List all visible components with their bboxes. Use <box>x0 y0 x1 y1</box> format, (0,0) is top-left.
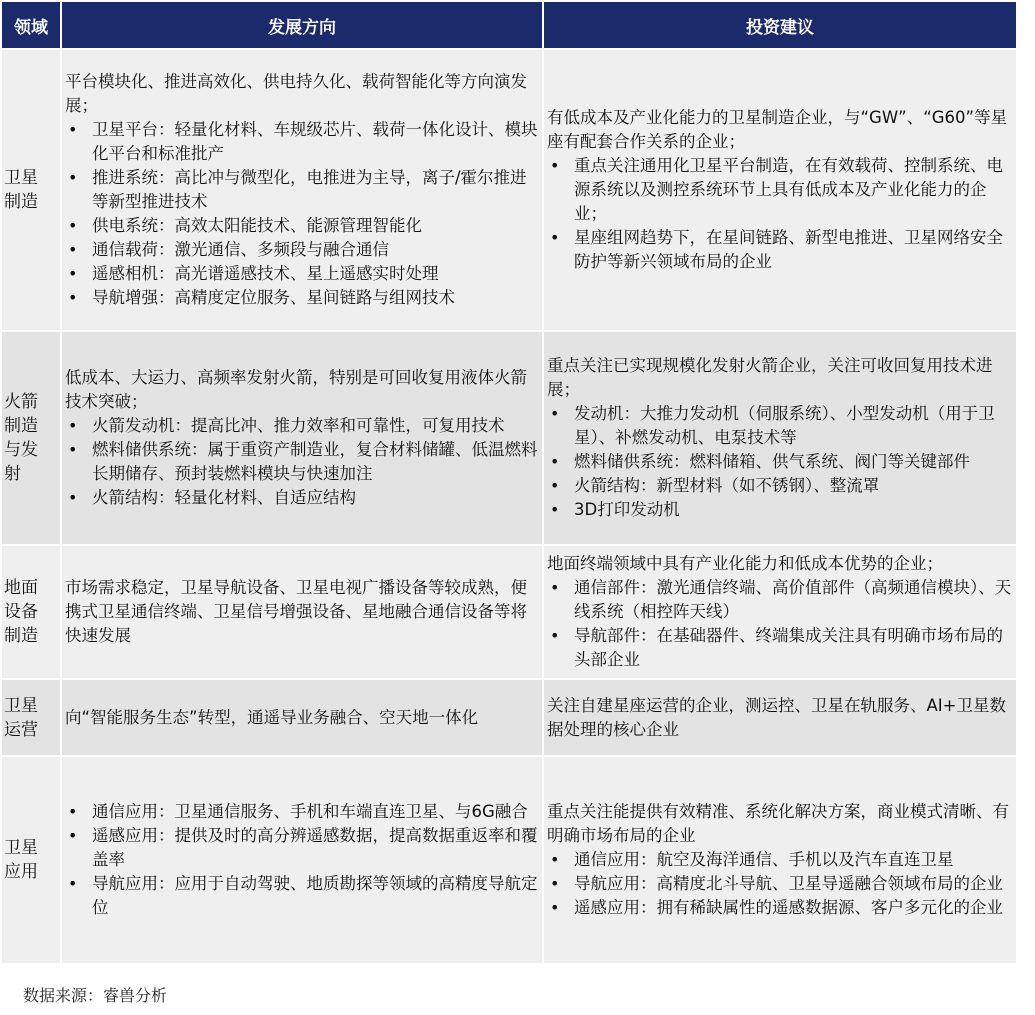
direction-cell <box>62 757 542 963</box>
header-domain: 领域 <box>2 2 60 48</box>
list-item: • 通信载荷：激光通信、多频段与融合通信 <box>65 238 539 262</box>
list-item: • 通信应用：卫星通信服务、手机和车端直连卫星、与6G融合 <box>65 800 539 824</box>
domain-label-line: 制造 <box>4 416 38 436</box>
direction-cell <box>62 546 542 678</box>
domain-label-line: 制造 <box>4 626 38 646</box>
advice-cell <box>544 757 1016 963</box>
list-item: • 火箭发动机：提高比冲、推力效率和可靠性，可复用技术 <box>65 414 539 438</box>
list-item: • 重点关注通用化卫星平台制造，在有效载荷、控制系统、电源系统以及测控系统环节上具有低成本及产业化能力的企业； <box>547 154 1013 226</box>
direction-cell <box>62 680 542 755</box>
table-row <box>2 546 1016 678</box>
domain-label-line: 地面 <box>4 578 38 598</box>
domain-label-line: 与发 <box>4 440 38 460</box>
domain-label-line: 卫星 <box>4 695 38 716</box>
domain-label-line: 卫星 <box>4 168 38 188</box>
domain-cell <box>2 332 60 544</box>
table-header-row <box>2 2 1016 48</box>
domain-label-line: 设备 <box>4 602 38 622</box>
header-advice: 投资建议 <box>544 2 1016 48</box>
list-item: • 燃料储供系统：属于重资产制造业，复合材料储罐、低温燃料长期储存、预封装燃料模块与快速加注 <box>65 438 539 486</box>
list-item: • 通信部件：激光通信终端、高价值部件（高频通信模块）、天线系统（相控阵天线） <box>547 576 1013 624</box>
domain-label-line: 射 <box>4 464 21 484</box>
domain-label-line: 应用 <box>4 862 38 882</box>
list-item: • 供电系统：高效太阳能技术、能源管理智能化 <box>65 214 539 238</box>
source-note: 数据来源：睿兽分析 <box>23 986 168 1005</box>
domain-label-line: 运营 <box>4 719 38 740</box>
direction-bullet-list <box>65 414 539 510</box>
header-direction: 发展方向 <box>62 2 542 48</box>
list-item: • 火箭结构：轻量化材料、自适应结构 <box>65 486 539 510</box>
direction-intro: 低成本、大运力、高频率发射火箭，特别是可回收复用液体火箭技术突破； <box>65 368 527 411</box>
table-row <box>2 332 1016 544</box>
advice-intro: 关注自建星座运营的企业，测运控、卫星在轨服务、AI+卫星数据处理的核心企业 <box>547 695 1006 739</box>
list-item: • 导航部件：在基础器件、终端集成关注具有明确市场布局的头部企业 <box>547 624 1013 672</box>
advice-cell <box>544 680 1016 755</box>
table-row <box>2 757 1016 963</box>
domain-label-line: 制造 <box>4 192 38 212</box>
direction-cell <box>62 332 542 544</box>
domain-cell <box>2 546 60 678</box>
list-item: • 燃料储供系统：燃料储箱、供气系统、阀门等关键部件 <box>547 450 1013 474</box>
domain-cell <box>2 50 60 330</box>
direction-intro: 向“智能服务生态”转型，通遥导业务融合、空天地一体化 <box>65 707 479 727</box>
advice-cell <box>544 332 1016 544</box>
direction-intro: 平台模块化、推进高效化、供电持久化、载荷智能化等方向演发展； <box>65 72 527 115</box>
list-item: • 推进系统：高比冲与微型化，电推进为主导，离子/霍尔推进等新型推进技术 <box>65 166 539 214</box>
advice-intro: 地面终端领域中具有产业化能力和低成本优势的企业； <box>547 554 943 573</box>
list-item: • 3D打印发动机 <box>547 498 1013 522</box>
advice-bullet-list <box>547 848 1013 920</box>
advice-bullet-list <box>547 402 1013 522</box>
direction-cell <box>62 50 542 330</box>
domain-label-line: 卫星 <box>4 838 38 858</box>
direction-bullet-list <box>65 800 539 920</box>
advice-intro: 有低成本及产业化能力的卫星制造企业，与“GW”、“G60”等星座有配套合作关系的企业； <box>547 108 1008 151</box>
table-row <box>2 50 1016 330</box>
list-item: • 遥感应用：拥有稀缺属性的遥感数据源、客户多元化的企业 <box>547 896 1013 920</box>
advice-intro: 重点关注能提供有效精准、系统化解决方案，商业模式清晰、有明确市场布局的企业 <box>547 802 1009 845</box>
list-item: • 遥感相机：高光谱遥感技术、星上遥感实时处理 <box>65 262 539 286</box>
list-item: • 发动机：大推力发动机（伺服系统）、小型发动机（用于卫星）、补燃发动机、电泵技术等 <box>547 402 1013 450</box>
list-item: • 火箭结构：新型材料（如不锈钢）、整流罩 <box>547 474 1013 498</box>
list-item: • 通信应用：航空及海洋通信、手机以及汽车直连卫星 <box>547 848 1013 872</box>
list-item: • 遥感应用：提供及时的高分辨遥感数据，提高数据重返率和覆盖率 <box>65 824 539 872</box>
advice-bullet-list <box>547 576 1013 672</box>
table-row <box>2 680 1016 755</box>
list-item: • 导航增强：高精度定位服务、星间链路与组网技术 <box>65 286 539 310</box>
list-item: • 导航应用：高精度北斗导航、卫星导遥融合领域布局的企业 <box>547 872 1013 896</box>
advice-cell <box>544 546 1016 678</box>
direction-bullet-list <box>65 118 539 310</box>
advice-cell <box>544 50 1016 330</box>
list-item: • 卫星平台：轻量化材料、车规级芯片、载荷一体化设计、模块化平台和标准批产 <box>65 118 539 166</box>
domain-label-line: 火箭 <box>4 392 38 412</box>
domain-cell <box>2 680 60 755</box>
advice-intro: 重点关注已实现规模化发射火箭企业，关注可收回复用技术进展； <box>547 356 993 399</box>
direction-intro: 市场需求稳定，卫星导航设备、卫星电视广播设备等较成熟，便携式卫星通信终端、卫星信号增强设备、星地融合通信设备等将快速发展 <box>65 578 527 645</box>
list-item: • 导航应用：应用于自动驾驶、地质勘探等领域的高精度导航定位 <box>65 872 539 920</box>
domain-cell <box>2 757 60 963</box>
list-item: • 星座组网趋势下，在星间链路、新型电推进、卫星网络安全防护等新兴领域布局的企业 <box>547 226 1013 274</box>
advice-bullet-list <box>547 154 1013 274</box>
